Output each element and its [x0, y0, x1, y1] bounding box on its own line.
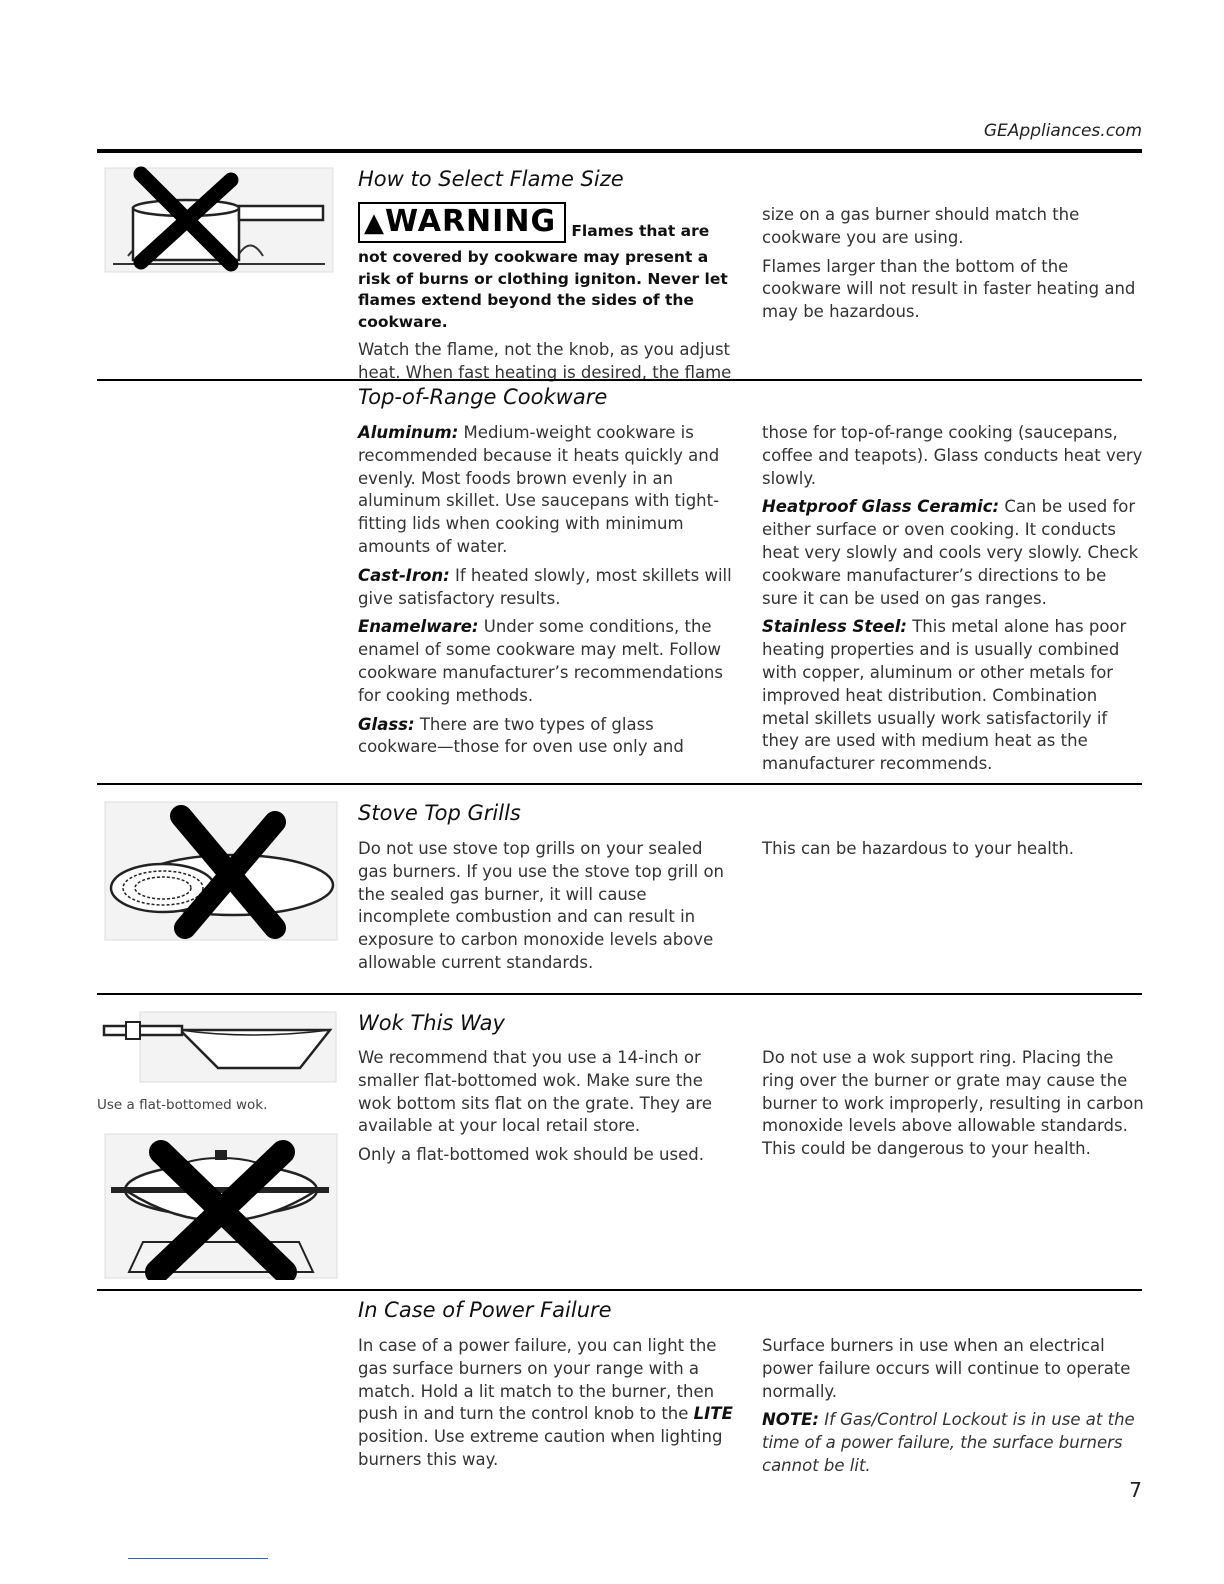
- wok-caption: Use a flat-bottomed wok.: [97, 1097, 268, 1113]
- round-wok-illustration: [103, 1132, 339, 1280]
- wok-left-column: [358, 1047, 736, 1173]
- wok-right-column: [762, 1047, 1144, 1167]
- ceramic-paragraph: Heatproof Glass Ceramic: Can be used for either surface or oven cooking. It conducts heat very slowly and cools very slowly. Check cookware manufacturer’s directions to be sure it can be used on gas ranges.: [762, 497, 1139, 608]
- grills-right-p1: This can be hazardous to your health.: [762, 839, 1075, 858]
- pot-flame-illustration: [103, 166, 335, 274]
- section-rule: [97, 993, 1142, 995]
- flame-left-p1: Watch the flame, not the knob, as you adjust heat. When fast heating is desired, the flame: [358, 340, 732, 382]
- section-rule: [97, 1289, 1142, 1291]
- flat-wok-illustration: [100, 1010, 338, 1084]
- aluminum-paragraph: Aluminum: Medium-weight cookware is recommended because it heats quickly and evenly. Most foods brown evenly in an aluminum skillet. Use saucepans with tight-fitting lids when cooking with minimum amounts of water.: [358, 423, 720, 556]
- grills-left-column: [358, 838, 736, 981]
- cookware-left-column: [358, 422, 736, 765]
- grills-left-p1: Do not use stove top grills on your sealed gas burners. If you use the stove top grill on the sealed gas burner, it will cause incomplete combustion and can result in exposure to carbon monoxide levels above allowable current standards.: [358, 839, 724, 972]
- section-title-flame: How to Select Flame Size: [358, 167, 624, 191]
- flame-right-column: [762, 204, 1144, 330]
- warning-triangle-icon: ▲: [364, 208, 385, 238]
- section-title-power: In Case of Power Failure: [358, 1298, 612, 1322]
- power-right-column: [762, 1335, 1144, 1484]
- enamel-paragraph: Enamelware: Under some conditions, the enamel of some cookware may melt. Follow cookware manufacturer’s recommendations for cooking methods.: [358, 617, 723, 705]
- power-right-p1: Surface burners in use when an electrical power failure occurs will continue to operate normally.: [762, 1336, 1131, 1401]
- power-left-p1: In case of a power failure, you can light the gas surface burners on your range with a match. Hold a lit match to the burner, then push in and turn the control knob to the LITE position. Use extreme caution when lighting burners this way.: [358, 1336, 733, 1469]
- page-number: 7: [1129, 1478, 1142, 1502]
- glass-paragraph: Glass: There are two types of glass cookware—those for oven use only and: [358, 714, 684, 757]
- cookware-right-column: [762, 422, 1144, 782]
- footer-mark: [128, 1558, 268, 1559]
- warning-label: ▲WARNING: [358, 202, 566, 243]
- steel-paragraph: Stainless Steel: This metal alone has poor heating properties and is usually combined with copper, aluminum or other metals for improved heat distribution. Combination metal skillets usually work satisfactorily if they are used with medium heat as the manufacturer recommends.: [762, 617, 1127, 774]
- section-rule: [97, 379, 1142, 381]
- stove-grill-illustration: [103, 800, 339, 942]
- grills-right-column: [762, 838, 1144, 867]
- wok-left-p1: We recommend that you use a 14-inch or smaller flat-bottomed wok. Make sure the wok bottom sits flat on the grate. They are available at your local retail store.: [358, 1048, 713, 1136]
- section-title-cookware: Top-of-Range Cookware: [358, 385, 608, 409]
- flame-right-p2: Flames larger than the bottom of the cookware will not result in faster heating and may be hazardous.: [762, 256, 1136, 322]
- section-title-grills: Stove Top Grills: [358, 801, 521, 825]
- flame-right-p1: size on a gas burner should match the cookware you are using.: [762, 205, 1080, 247]
- warning-text: not covered by cookware may present a risk of burns or clothing igniton. Never let flames extend beyond the sides of the cookware.: [358, 248, 728, 331]
- site-url: GEAppliances.com: [983, 121, 1142, 141]
- section-title-wok: Wok This Way: [358, 1011, 505, 1035]
- power-left-column: [358, 1335, 736, 1478]
- section-rule: [97, 783, 1142, 785]
- castiron-paragraph: Cast-Iron: If heated slowly, most skillets will give satisfactory results.: [358, 565, 732, 608]
- glass-continued: those for top-of-range cooking (saucepans, coffee and teapots). Glass conducts heat very slowly.: [762, 423, 1143, 488]
- wok-right-p1: Do not use a wok support ring. Placing the ring over the burner or grate may cause the burner to work improperly, resulting in carbon monoxide levels above allowable standards. This could be dangerous to your health.: [762, 1048, 1144, 1159]
- power-note: NOTE: If Gas/Control Lockout is in use at the time of a power failure, the surface burners cannot be lit.: [762, 1410, 1135, 1475]
- header-rule: [97, 149, 1142, 153]
- wok-left-p2: Only a flat-bottomed wok should be used.: [358, 1145, 704, 1165]
- flame-left-column: ▲WARNING Flames that are not covered by cookware may present a risk of burns or clothing igniton. Never let flames extend beyond the sides of the cookware. Watch the flame, not the knob, as you adjust heat. When fast heating is desired, the flame: [358, 202, 736, 391]
